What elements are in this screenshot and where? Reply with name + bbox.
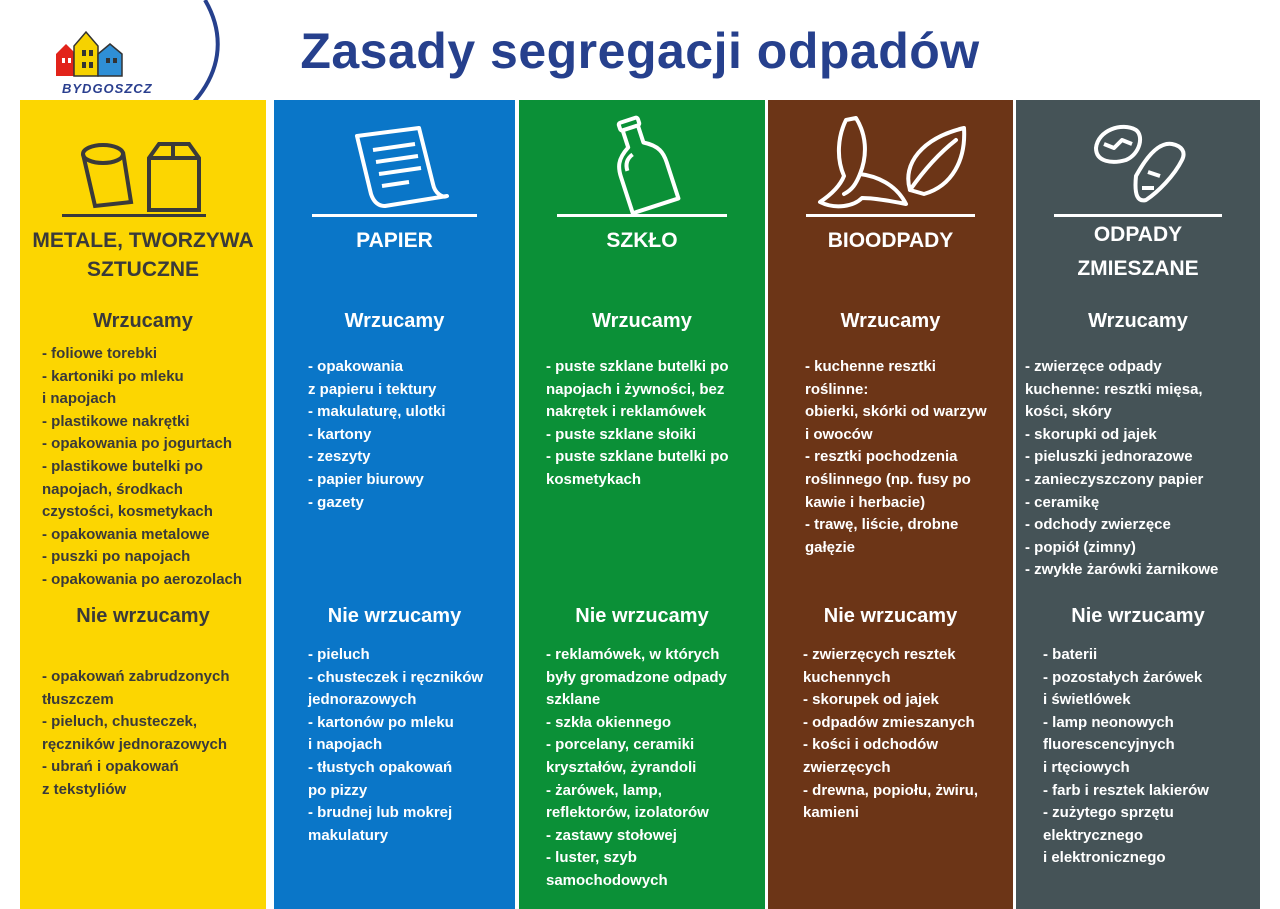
list-item: - pieluch <box>308 646 370 663</box>
column-title: METALE, TWORZYWA SZTUCZNE <box>32 229 254 281</box>
list-item: - opakowania po jogurtach <box>42 435 233 453</box>
column-title: ODPADY ZMIESZANE <box>1077 223 1199 280</box>
glass-bottle-icon <box>582 114 702 214</box>
list-item: - pieluch, chusteczek, ręczników jednorazowych <box>42 713 228 753</box>
list-item: - skorupki od jajek <box>1025 425 1157 443</box>
list-item: - opakowania po aerozolach <box>42 570 243 588</box>
list-item: - odchody zwierzęce <box>1025 516 1171 534</box>
column-title: SZKŁO <box>606 229 678 252</box>
list-item: - pozostałych żarówek i świetlówek <box>1043 668 1203 709</box>
list-item: - drewna, popiołu, żwiru, kamieni <box>803 781 978 822</box>
in-label: Wrzucamy <box>93 310 193 332</box>
list-item: - żarówek, lamp, reflektorów, izolatorów <box>546 781 709 822</box>
list-item: - makulaturę, ulotki <box>308 403 446 421</box>
in-list <box>308 356 509 514</box>
list-item: - reklamówek, w których były gromadzone odpady szklane <box>546 646 727 709</box>
list-item: - gazety <box>308 493 364 511</box>
column-papier <box>274 100 515 909</box>
out-list <box>308 644 509 847</box>
list-item: - brudnej lub mokrej makulatury <box>308 804 453 844</box>
list-item: - kości i odchodów zwierzęcych <box>803 736 939 776</box>
list-item: - kuchenne resztki roślinne: obierki, skórki od warzyw i owoców <box>805 358 987 443</box>
list-item: - zanieczyszczony papier <box>1025 470 1204 488</box>
list-item: - zużytego sprzętu elektrycznego i elektronicznego <box>1043 804 1174 867</box>
list-item: - zwierzęce odpady kuchenne: resztki mięsa, kości, skóry <box>1025 358 1203 421</box>
page-title: Zasady segregacji odpadów <box>300 23 980 79</box>
out-label: Nie wrzucamy <box>327 605 462 627</box>
out-label: Nie wrzucamy <box>76 605 210 627</box>
in-label: Wrzucamy <box>592 310 692 332</box>
list-item: - baterii <box>1043 646 1098 663</box>
list-item: - pieluszki jednorazowe <box>1025 448 1193 466</box>
list-item: - kartoniki po mleku i napojach <box>42 367 184 408</box>
column-metale <box>20 100 266 909</box>
banana-peel-leaf-icon <box>806 114 976 214</box>
list-item: - skorupek od jajek <box>803 691 939 709</box>
list-item: - lamp neonowych fluorescencyjnych i rtęciowych <box>1043 713 1175 776</box>
list-item: - popiół (zimny) <box>1025 538 1136 556</box>
list-item: - zwykłe żarówki żarnikowe <box>1025 561 1219 579</box>
list-item: - zeszyty <box>308 448 371 466</box>
in-label: Wrzucamy <box>840 310 941 332</box>
in-list <box>805 356 1007 559</box>
list-item: - porcelany, ceramiki kryształów, żyrandoli <box>546 736 697 776</box>
list-item: - kartony <box>308 425 372 443</box>
list-item: - foliowe torebki <box>42 345 158 362</box>
list-item: - tłustych opakowań po pizzy <box>308 758 453 799</box>
list-item: - puste szklane słoiki <box>546 425 697 443</box>
list-item: - puszki po napojach <box>42 548 191 566</box>
list-item: - farb i resztek lakierów <box>1043 781 1209 799</box>
out-label: Nie wrzucamy <box>823 605 958 627</box>
column-bioodpady <box>768 100 1013 909</box>
list-item: - ubrań i opakowań z tekstyliów <box>42 758 179 798</box>
logo-text: BYDGOSZCZ <box>62 81 153 96</box>
column-title: PAPIER <box>356 229 433 252</box>
out-list <box>803 644 1007 825</box>
in-list <box>1025 356 1254 582</box>
list-item: - odpadów zmieszanych <box>803 713 975 731</box>
list-item: - opakowań zabrudzonych tłuszczem <box>42 668 230 708</box>
paper-sheet-icon <box>335 114 455 214</box>
list-item: - plastikowe butelki po napojach, środkach czystości, kosmetykach <box>42 457 213 521</box>
column-title: BIOODPADY <box>827 229 954 252</box>
list-item: - plastikowe nakrętki <box>42 412 190 430</box>
list-item: - opakowania z papieru i tektury <box>308 358 437 398</box>
list-item: - papier biurowy <box>308 470 424 488</box>
cans-and-carton-icon <box>73 114 213 214</box>
out-list <box>1043 644 1254 870</box>
list-item: - luster, szyb samochodowych <box>546 849 668 889</box>
column-szklo <box>519 100 765 909</box>
list-item: - chusteczek i ręczników jednorazowych <box>308 668 484 709</box>
out-list <box>42 666 260 802</box>
broken-cup-icon <box>1078 114 1198 214</box>
list-item: - puste szklane butelki po kosmetykach <box>546 448 729 488</box>
list-item: - ceramikę <box>1025 493 1100 511</box>
list-item: - zwierzęcych resztek kuchennych <box>803 646 956 686</box>
list-item: - zastawy stołowej <box>546 826 677 844</box>
in-list <box>546 356 759 492</box>
out-list <box>546 644 759 893</box>
list-item: - puste szklane butelki po napojach i żywności, bez nakrętek i reklamówek <box>546 358 729 421</box>
list-item: - opakowania metalowe <box>42 525 210 543</box>
in-label: Wrzucamy <box>344 310 445 332</box>
list-item: - szkła okiennego <box>546 713 672 731</box>
in-label: Wrzucamy <box>1088 310 1188 332</box>
out-label: Nie wrzucamy <box>1071 605 1205 627</box>
column-zmieszane <box>1016 100 1260 909</box>
list-item: - trawę, liście, drobne gałęzie <box>805 516 959 556</box>
in-list <box>42 343 260 592</box>
list-item: - resztki pochodzenia roślinnego (np. fusy po kawie i herbacie) <box>805 448 971 511</box>
out-label: Nie wrzucamy <box>575 605 709 627</box>
list-item: - kartonów po mleku i napojach <box>308 713 454 754</box>
